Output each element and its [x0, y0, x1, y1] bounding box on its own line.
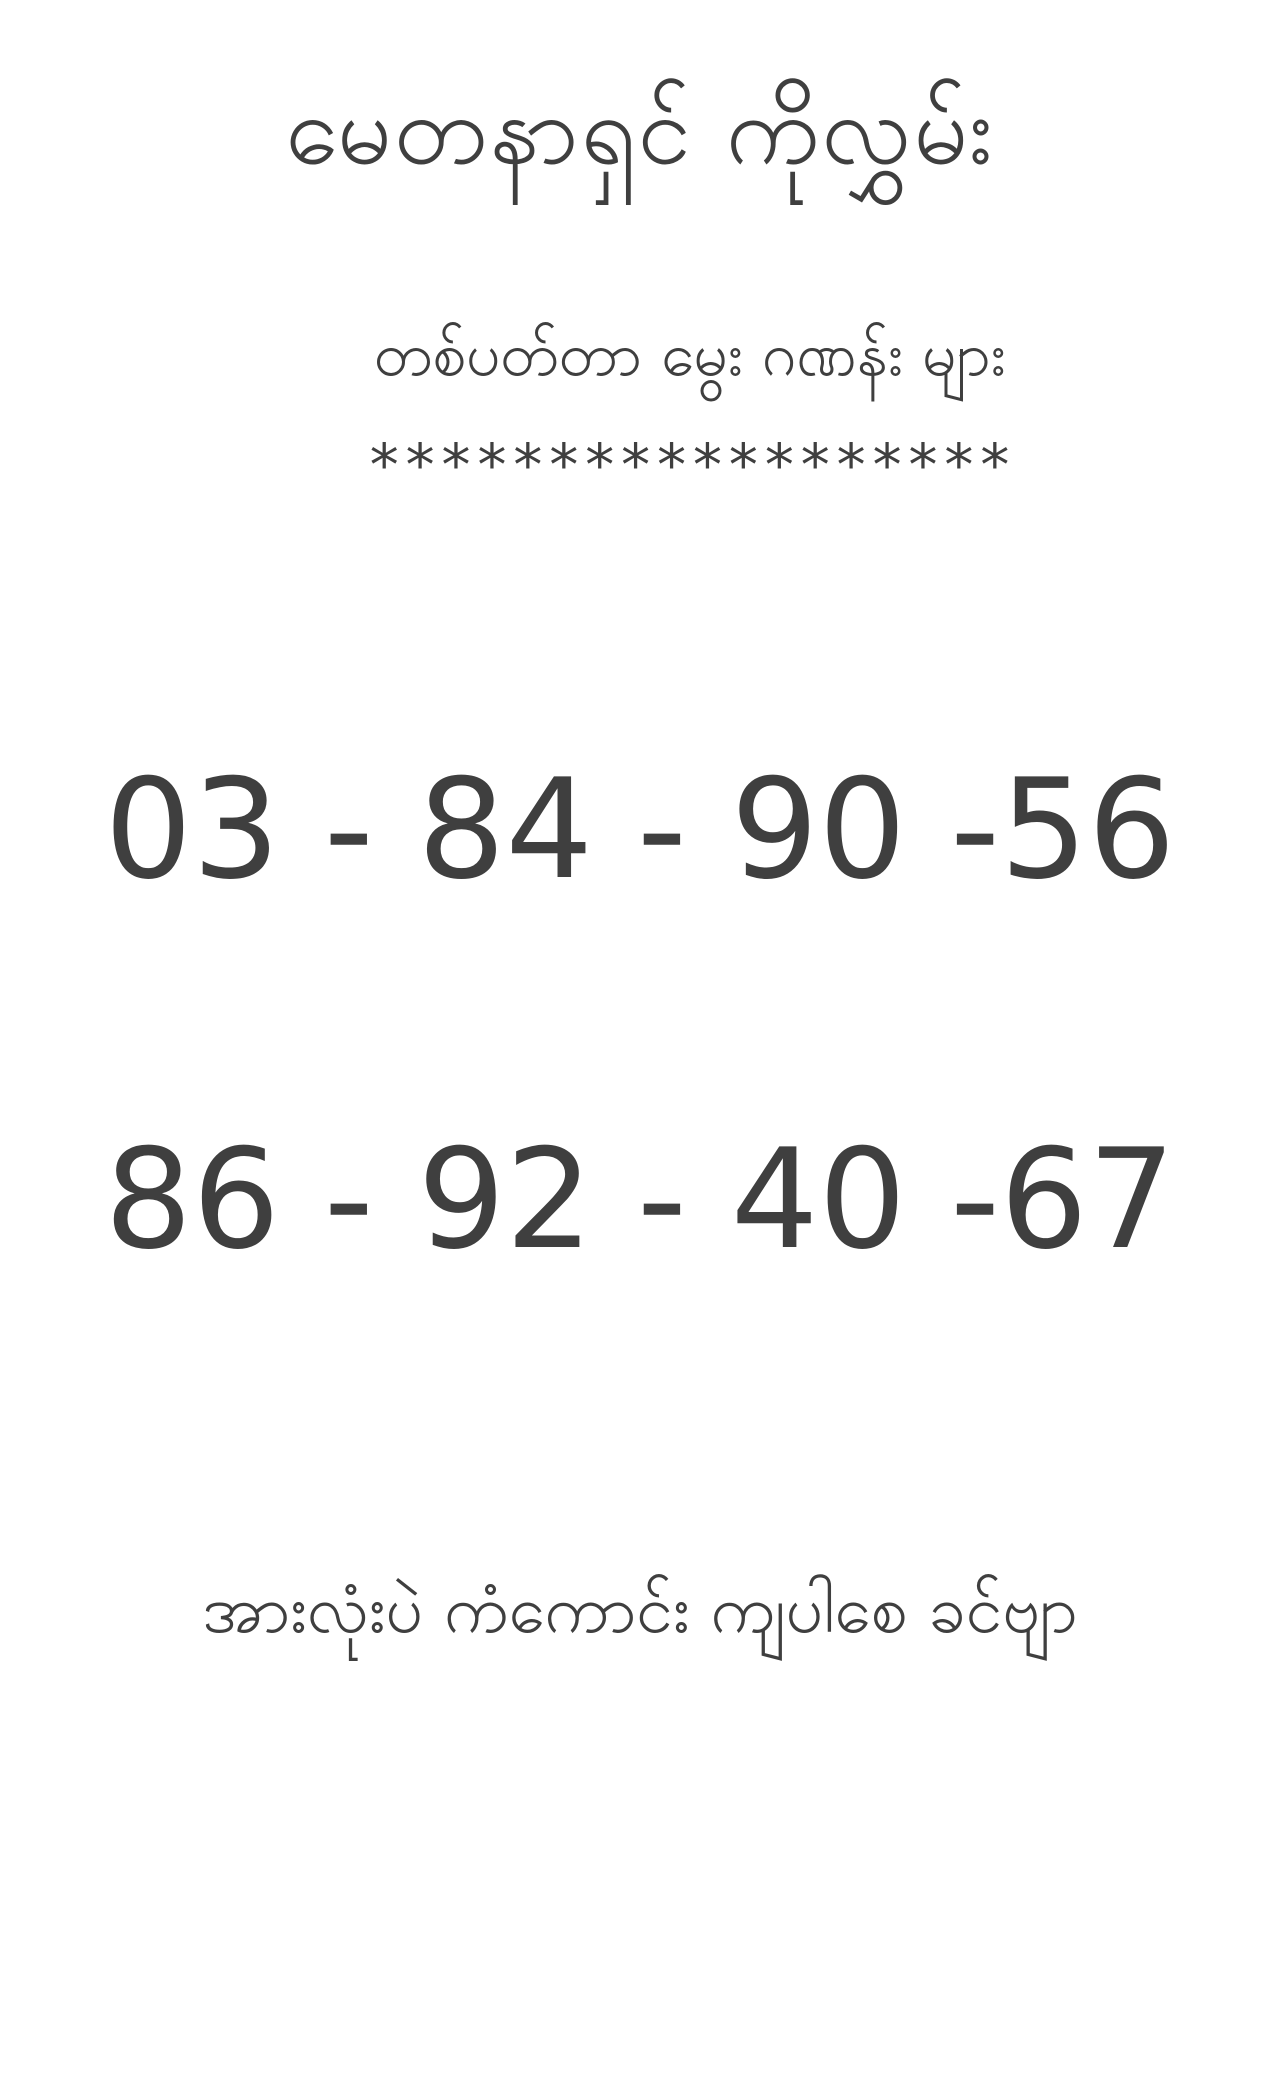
footer-message: အားလုံးပဲ ကံကောင်း ကျပါစေ ခင်ဗျာ: [202, 1571, 1078, 1648]
page-title: မေတနာရှင် ကိုလွှမ်း: [285, 74, 995, 186]
number-line-1: 03 - 84 - 90 -56: [104, 749, 1176, 910]
star-separator: ******************: [366, 431, 1014, 499]
number-line-2: 86 - 92 - 40 -67: [104, 1119, 1176, 1280]
subtitle: တစ်ပတ်တာ မွေး ဂဏန်း များ: [374, 320, 1006, 390]
